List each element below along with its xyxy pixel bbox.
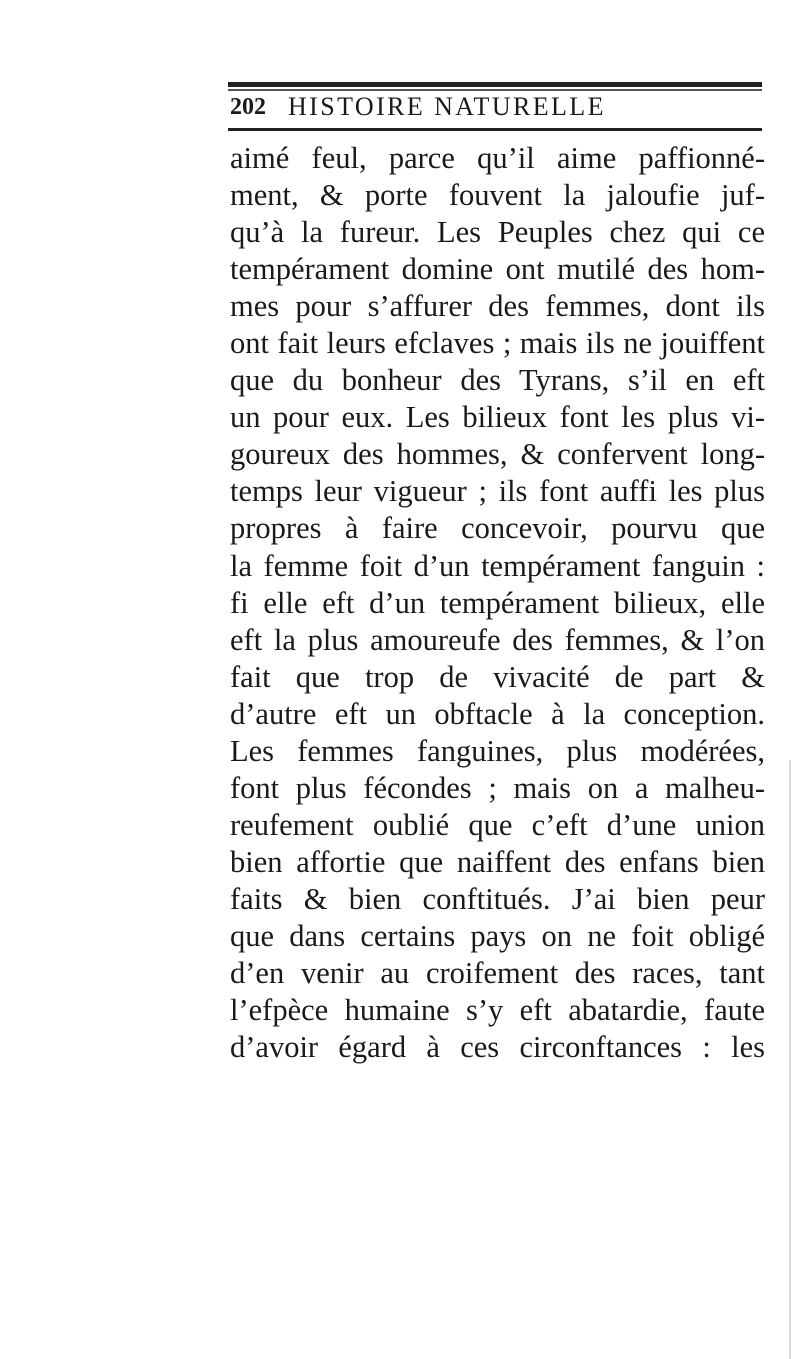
text-line: faits & bien conftitués. J’ai bien peur bbox=[230, 881, 765, 916]
text-line: font plus fécondes ; mais on a malheu- bbox=[230, 770, 765, 805]
text-line: fait que trop de vivacité de part & bbox=[230, 659, 765, 694]
text-line: la femme foit d’un tempérament fanguin : bbox=[230, 548, 765, 583]
text-line: fi elle eft d’un tempérament bilieux, elle bbox=[230, 585, 765, 620]
text-line: goureux des hommes, & confervent long- bbox=[230, 437, 765, 472]
text-line: bien affortie que naiffent des enfans bien bbox=[230, 844, 765, 879]
text-line: mes pour s’affurer des femmes, dont ils bbox=[230, 289, 765, 324]
running-header bbox=[230, 90, 710, 124]
text-line: temps leur vigueur ; ils font auffi les plus bbox=[230, 474, 765, 509]
text-line: aimé feul, parce qu’il aime paffionné- bbox=[230, 141, 765, 175]
text-line: reufement oublié que c’eft d’une union bbox=[230, 807, 765, 842]
text-line: d’autre eft un obftacle à la conception. bbox=[230, 696, 765, 731]
text-line: un pour eux. Les bilieux font les plus vi- bbox=[230, 400, 765, 435]
header-bottom-rule bbox=[228, 128, 762, 131]
page-number: 202 bbox=[230, 93, 266, 120]
page-edge-shadow bbox=[789, 760, 791, 1359]
running-title: HISTOIRE NATURELLE bbox=[288, 92, 606, 121]
text-line: ont fait leurs efclaves ; mais ils ne jouiffent bbox=[230, 326, 765, 361]
body-text bbox=[230, 140, 765, 1066]
text-line: Les femmes fanguines, plus modérées, bbox=[230, 733, 765, 768]
text-line: que du bonheur des Tyrans, s’il en eft bbox=[230, 363, 765, 398]
text-line: ment, & porte fouvent la jaloufie juf- bbox=[230, 178, 765, 213]
text-line: propres à faire concevoir, pourvu que bbox=[230, 511, 765, 546]
text-line: que dans certains pays on ne foit obligé bbox=[230, 918, 765, 953]
text-line: qu’à la fureur. Les Peuples chez qui ce bbox=[230, 215, 765, 250]
text-line: tempérament domine ont mutilé des hom- bbox=[230, 252, 765, 287]
header-top-rule bbox=[228, 82, 762, 87]
text-line: eft la plus amoureufe des femmes, & l’on bbox=[230, 622, 765, 657]
text-line: d’en venir au croifement des races, tant bbox=[230, 956, 765, 991]
text-line: d’avoir égard à ces circonftances : les bbox=[230, 1030, 765, 1065]
text-line: l’efpèce humaine s’y eft abatardie, faute bbox=[230, 993, 765, 1028]
